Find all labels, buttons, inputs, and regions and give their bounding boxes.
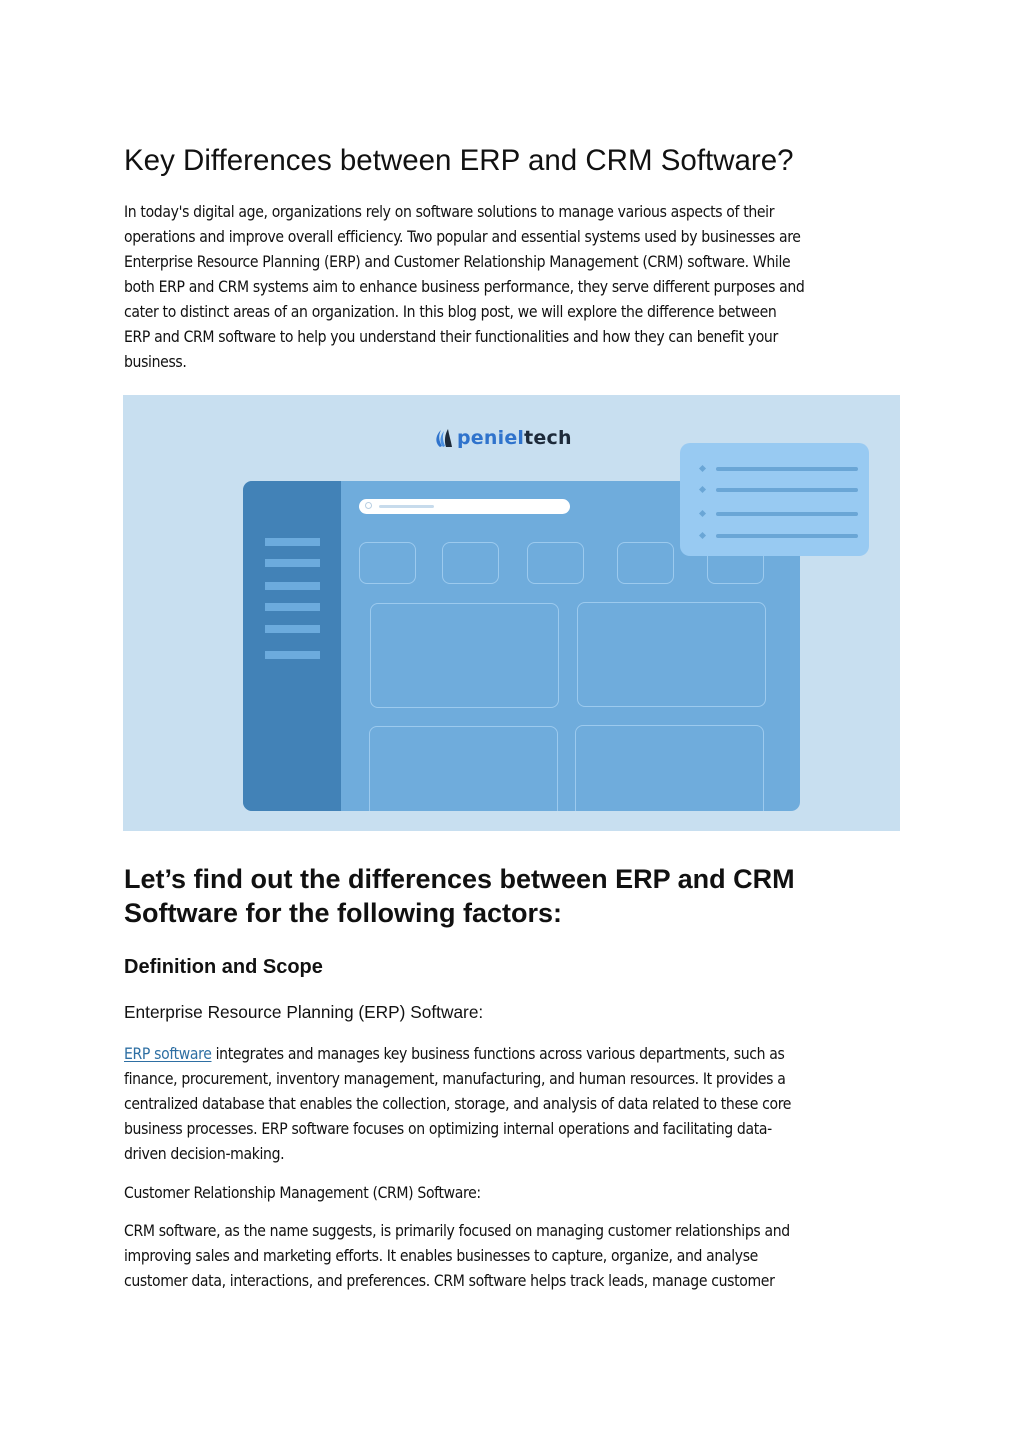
intro-line: cater to distinct areas of an organization. In this blog post, we will explore the difference between xyxy=(124,303,777,321)
list-row xyxy=(700,534,860,540)
diamond-bullet-icon xyxy=(699,532,706,539)
sidebar-line xyxy=(265,625,320,633)
mockup-large-card xyxy=(577,602,766,707)
mockup-sidebar xyxy=(243,481,341,811)
crm-heading: Customer Relationship Management (CRM) Software: xyxy=(124,1184,481,1202)
mockup-small-card xyxy=(617,542,674,584)
sidebar-line xyxy=(265,582,320,590)
penieltech-logo xyxy=(431,427,572,449)
erp-line xyxy=(124,1042,904,1067)
diamond-bullet-icon xyxy=(699,486,706,493)
crm-line: CRM software, as the name suggests, is primarily focused on managing customer relationships and xyxy=(124,1222,790,1240)
mockup-small-card xyxy=(442,542,499,584)
list-row-line xyxy=(716,488,858,492)
diamond-bullet-icon xyxy=(699,465,706,472)
crm-paragraph xyxy=(124,1219,904,1294)
intro-line: both ERP and CRM systems aim to enhance business performance, they serve different purposes and xyxy=(124,278,805,296)
page-title: Key Differences between ERP and CRM Software? xyxy=(124,144,794,177)
list-row-line xyxy=(716,467,858,471)
erp-line: driven decision-making. xyxy=(124,1145,285,1163)
list-row xyxy=(700,467,860,473)
intro-paragraph xyxy=(124,200,904,375)
intro-line: Enterprise Resource Planning (ERP) and Customer Relationship Management (CRM) software. While xyxy=(124,253,791,271)
subheading-definition-scope: Definition and Scope xyxy=(124,956,323,978)
erp-line-text: integrates and manages key business functions across various departments, such as xyxy=(211,1045,785,1063)
sidebar-line xyxy=(265,603,320,611)
sidebar-line xyxy=(265,651,320,659)
mockup-small-card xyxy=(359,542,416,584)
mockup-large-card xyxy=(369,726,558,811)
logo-text-peniel: peniel xyxy=(457,427,525,449)
intro-line: operations and improve overall efficiency. Two popular and essential systems used by businesses are xyxy=(124,228,801,246)
flame-wing-icon xyxy=(431,427,455,449)
mockup-small-card xyxy=(527,542,584,584)
crm-line: customer data, interactions, and preferences. CRM software helps track leads, manage customer xyxy=(124,1272,775,1290)
list-row xyxy=(700,488,860,494)
logo-text-tech: tech xyxy=(524,427,572,449)
list-row-line xyxy=(716,512,858,516)
search-placeholder-line xyxy=(379,505,434,508)
hero-illustration xyxy=(123,395,900,831)
diamond-bullet-icon xyxy=(699,510,706,517)
mockup-large-card xyxy=(370,603,559,708)
intro-line: In today's digital age, organizations rely on software solutions to manage various aspects of their xyxy=(124,203,775,221)
sidebar-line xyxy=(265,538,320,546)
erp-line: business processes. ERP software focuses on optimizing internal operations and facilitating data- xyxy=(124,1120,772,1138)
list-row xyxy=(700,512,860,518)
list-row-line xyxy=(716,534,858,538)
erp-heading: Enterprise Resource Planning (ERP) Software: xyxy=(124,1002,484,1022)
section-heading: Let’s find out the differences between ERP and CRM Software for the following factors: xyxy=(124,864,795,928)
search-icon xyxy=(365,502,372,509)
crm-line: improving sales and marketing efforts. It enables businesses to capture, organize, and analyse xyxy=(124,1247,758,1265)
floating-list-card xyxy=(680,443,869,556)
erp-paragraph xyxy=(124,1042,904,1167)
erp-software-link[interactable]: ERP software xyxy=(124,1045,212,1063)
mockup-large-card xyxy=(575,725,764,811)
intro-line: business. xyxy=(124,353,187,371)
mockup-search-bar xyxy=(359,499,570,514)
intro-line: ERP and CRM software to help you understand their functionalities and how they can benefit your xyxy=(124,328,778,346)
sidebar-line xyxy=(265,559,320,567)
erp-line: finance, procurement, inventory management, manufacturing, and human resources. It provides a xyxy=(124,1070,786,1088)
erp-line: centralized database that enables the collection, storage, and analysis of data related to these core xyxy=(124,1095,792,1113)
